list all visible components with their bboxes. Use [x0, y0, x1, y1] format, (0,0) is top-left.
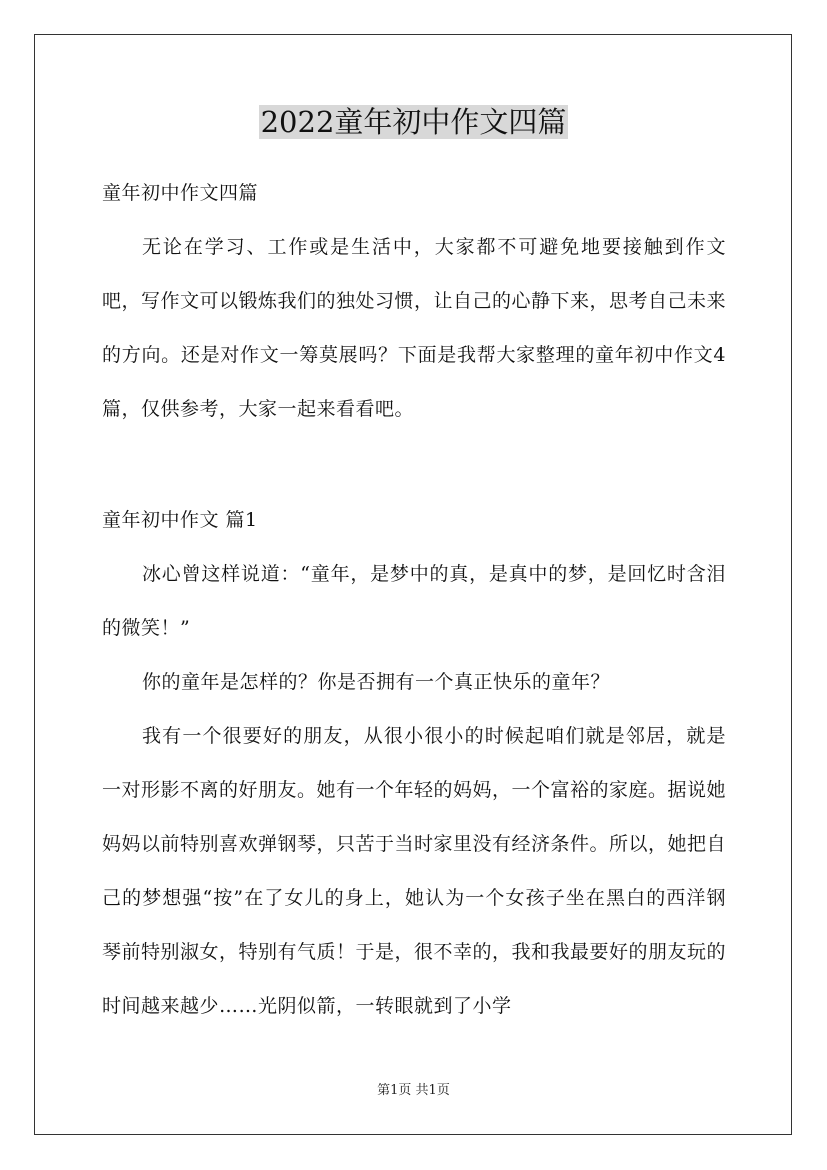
section-1-paragraph: 你的童年是怎样的？你是否拥有一个真正快乐的童年？ [142, 671, 611, 693]
intro-block [102, 220, 726, 436]
page-number-label: 第1页 共1页 [377, 1083, 450, 1098]
document-title-text: 2022童年初中作文四篇 [260, 105, 567, 139]
page-footer [0, 1082, 827, 1100]
intro-paragraph: 无论在学习、工作或是生活中，大家都不可避免地要接触到作文吧，写作文可以锻炼我们的独处习惯，让自己的心静下来，思考自己未来的方向。还是对作文一筹莫展吗？下面是我帮大家整理的童年初中作文4篇，仅供参考，大家一起来看看吧。 [102, 236, 727, 420]
document-title [0, 100, 827, 144]
document-subtitle: 童年初中作文四篇 [102, 182, 259, 204]
section-1-paragraph: 冰心曾这样说道：“童年，是梦中的真，是真中的梦，是回忆时含泪的微笑！” [102, 563, 726, 639]
section-1-body [102, 547, 726, 1033]
section-1-heading: 童年初中作文 篇1 [102, 509, 258, 531]
section-1-paragraph: 我有一个很要好的朋友，从很小很小的时候起咱们就是邻居，就是一对形影不离的好朋友。她有一个年轻的妈妈，一个富裕的家庭。据说她妈妈以前特别喜欢弹钢琴，只苦于当时家里没有经济条件。所以，她把自己的梦想强“按”在了女儿的身上，她认为一个女孩子坐在黑白的西洋钢琴前特别淑女，特别有气质！于是，很不幸的，我和我最要好的朋友玩的时间越来越少……光阴似箭，一转眼就到了小学 [102, 725, 727, 1017]
